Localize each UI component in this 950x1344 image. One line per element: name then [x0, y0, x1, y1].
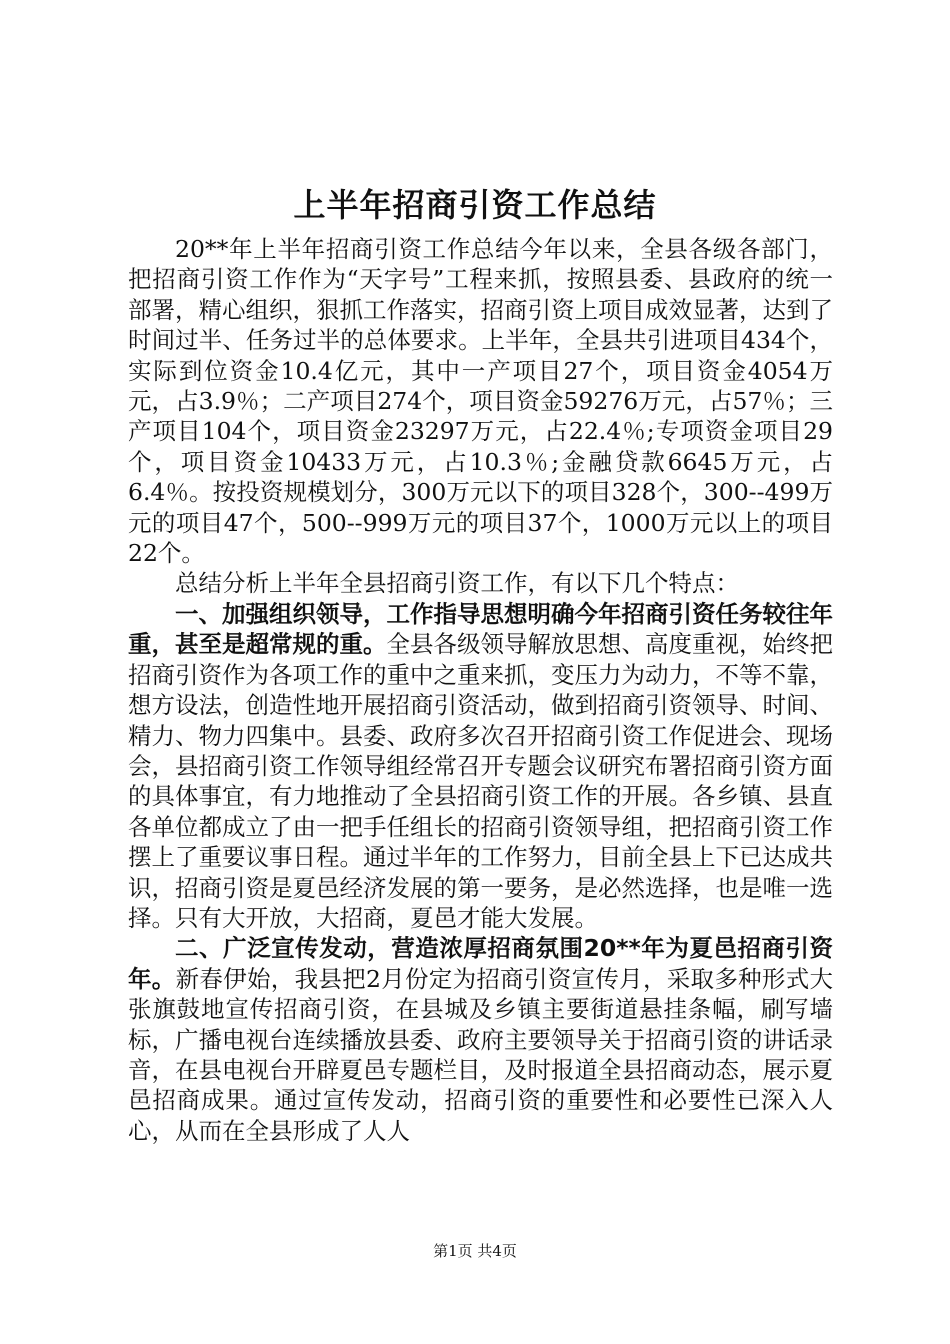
section-heading: 二、广泛宣传发动，营造浓厚招商氛围20**年为夏邑招商引资年。 — [128, 934, 833, 993]
paragraph-text: 总结分析上半年全县招商引资工作，有以下几个特点： — [175, 569, 739, 598]
section-heading: 一、加强组织领导，工作指导思想明确今年招商引资任务较往年重，甚至是超常规的重。 — [128, 599, 833, 659]
page-footer: 第1页 共4页 — [433, 1242, 517, 1260]
paragraph-intro — [128, 234, 833, 568]
paragraph-text: 20**年上半年招商引资工作总结今年以来，全县各级各部门，把招商引资工作作为“天字号”工程来抓，按照县委、县政府的统一部署，精心组织，狠抓工作落实，招商引资上项目成效显著，达到了时间过半、任务过半的总体要求。上半年，全县共引进项目434个，实际到位资金10.4亿元，其中一产项目27个，项目资金4054万元，占3.9％；二产项目274个，项目资金59276万元，占57％；三产项目104个，项目资金23297万元，占22.4％;专项资金项目29个，项目资金10433万元，占10.3％;金融贷款6645万元，占6.4％。按投资规模划分，300万元以下的项目328个，300--499万元的项目47个，500--999万元的项目37个，1000万元以上的项目22个。 — [128, 235, 833, 568]
paragraph-summary — [128, 568, 833, 598]
paragraph-text: 全县各级领导解放思想、高度重视，始终把招商引资作为各项工作的重中之重来抓，变压力为动力，不等不靠，想方设法，创造性地开展招商引资活动，做到招商引资领导、时间、精力、物力四集中。县委、政府多次召开招商引资工作促进会、现场会，县招商引资工作领导组经常召开专题会议研究布署招商引资方面的具体事宜，有力地推动了全县招商引资工作的开展。各乡镇、县直各单位都成立了由一把手任组长的招商引资领导组，把招商引资工作摆上了重要议事日程。通过半年的工作努力，目前全县上下已达成共识，招商引资是夏邑经济发展的第一要务，是必然选择，也是唯一选择。只有大开放，大招商，夏邑才能大发展。 — [128, 630, 833, 932]
document-body — [128, 234, 833, 1146]
document-title: 上半年招商引资工作总结 — [293, 186, 657, 224]
paragraph-section-1 — [128, 599, 833, 933]
paragraph-section-2 — [128, 933, 833, 1146]
paragraph-text: 新春伊始，我县把2月份定为招商引资宣传月，采取多种形式大张旗鼓地宣传招商引资，在县城及乡镇主要街道悬挂条幅，刷写墙标，广播电视台连续播放县委、政府主要领导关于招商引资的讲话录音，在县电视台开辟夏邑专题栏目，及时报道全县招商动态，展示夏邑招商成果。通过宣传发动，招商引资的重要性和必要性已深入人心，从而在全县形成了人人 — [128, 964, 834, 1145]
